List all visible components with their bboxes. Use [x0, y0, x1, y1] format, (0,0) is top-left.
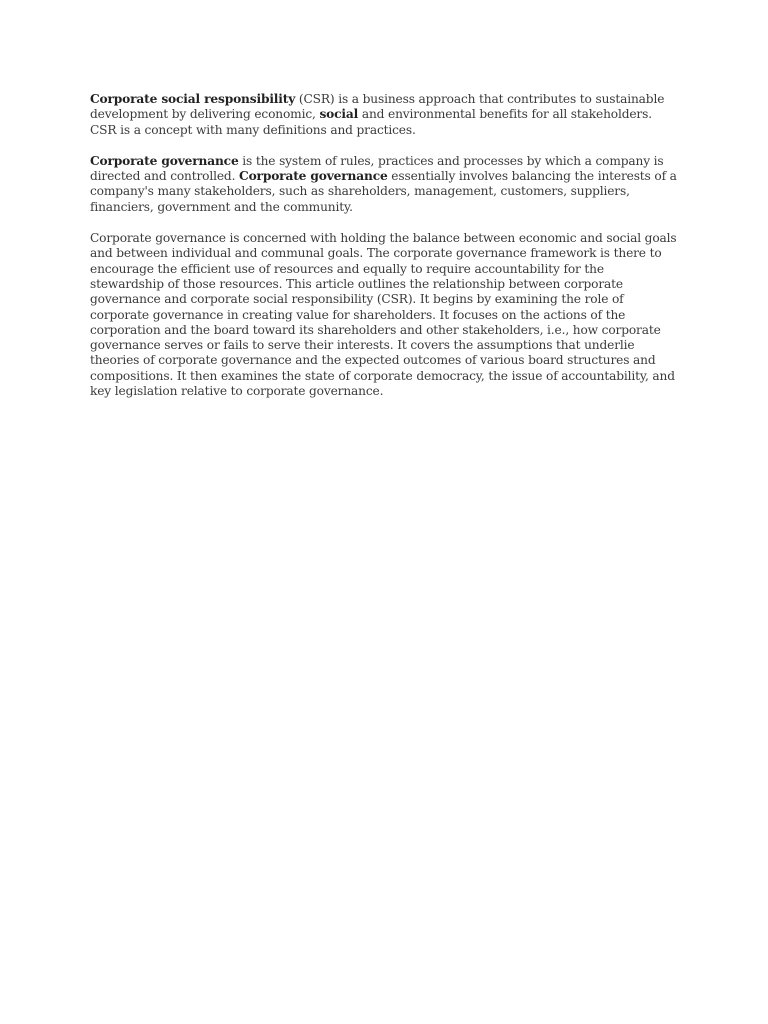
paragraph-csr: [90, 92, 680, 138]
text-run: essentially involves balancing the interests of a company's many stakeholders, such as shareholders, management, customers, suppliers, financiers, government and the community.: [90, 169, 677, 214]
text-run: (CSR) is a business approach that contributes to sustainable development by delivering economic,: [90, 92, 665, 122]
term-csr: Corporate social responsibility: [90, 92, 296, 106]
text-run: and environmental benefits for all stakeholders. CSR is a concept with many definitions and practices.: [90, 107, 652, 137]
text-run: Corporate governance is concerned with holding the balance between economic and social goals and between individual and communal goals. The corporate governance framework is there to encourage the efficient use of resources and equally to require accountability for the stewardship of those resources. This article outlines the relationship between corporate governance and corporate social responsibility (CSR). It begins by examining the role of corporate governance in creating value for shareholders. It focuses on the actions of the corporation and the board toward its shareholders and other stakeholders, i.e., how corporate governance serves or fails to serve their interests. It covers the assumptions that underlie theories of corporate governance and the expected outcomes of various board structures and compositions. It then examines the state of corporate democracy, the issue of accountability, and key legislation relative to corporate governance.: [90, 231, 677, 399]
term-corporate-governance: Corporate governance: [90, 153, 239, 168]
paragraph-governance-article: [90, 231, 680, 399]
document-body: [90, 92, 680, 415]
term-corporate-governance: Corporate governance: [239, 169, 388, 184]
term-social: social: [319, 107, 359, 122]
paragraph-governance-definition: [90, 154, 680, 215]
text-run: is the system of rules, practices and processes by which a company is directed and controlled.: [90, 153, 664, 184]
